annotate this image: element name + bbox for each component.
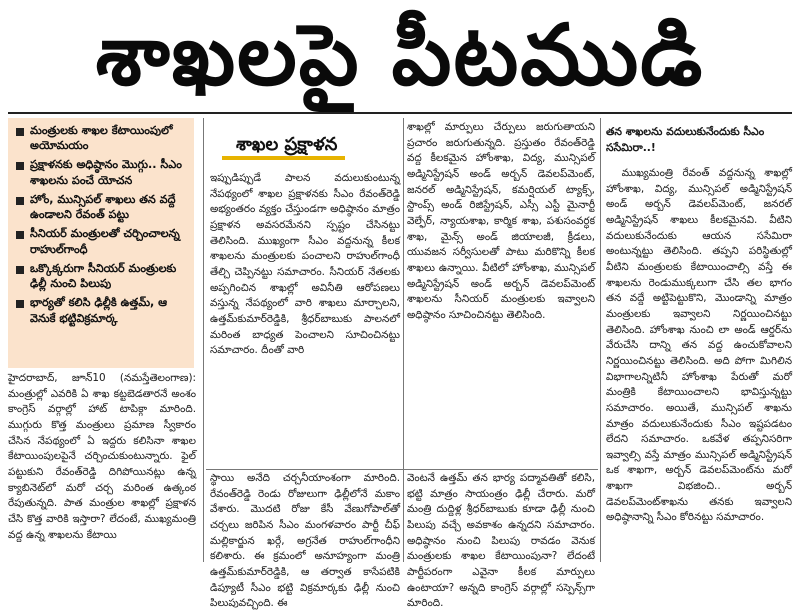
column-3-bottom-text: వెంటనే ఉత్తమ్ తన భార్య పద్మావతితో కలిసి, భట్టి మాత్రం సాయంత్రం ఢిల్లీ చేరారు. మరో మంత్రి దుద్దిళ్ల శ్రీధర్‌బాబుకు కూడా ఢిల్లీ నుంచి పిలుపు వచ్చే అవకాశం ఉన్నదని సమాచారం. అధిష్ఠానం నుంచి పిలుపు రావడం వెనుక మంత్రులకు శాఖల కేటాయింపునా? లేదంటే పార్టీపరంగా ఎవైనా కీలక మార్పులు ఉంటాయా? అన్నది కాంగ్రెస్ వర్గాల్లో సస్పెన్స్‌గా మారింది. (407, 472, 595, 610)
dateline-paragraph: హైదరాబాద్, జూన్10 (నమస్తేతెలంగాణ): మంత్రుల్లో ఎవరికి ఏ శాఖ కట్టబెడతారనే అంశం కాంగ్రెస్ వర్గాల్లో హాట్ టాపిక్గా మారింది. ముగ్గురు కొత్త మంత్రులు ప్రమాణ స్వీకారం చేసిన నేపథ్యంలో ఏ ఇద్దరు కలిసినా శాఖల కేటాయింపులపైనే చర్చించుకుంటున్నారు. ఫైల్ పట్టుకుని రేవంత్‌రెడ్డి దిగిపోయినట్లు ఉన్న క్యాబినెట్‌లో మరో చర్చ మరింత ఉత్కంఠ రేపుతున్నది. పాత మంత్రుల శాఖల్లో ప్రక్షాళన చేసి కొత్త వారికి ఇస్తారా? లేదంటే, ముఖ్యమంత్రి వద్ద ఉన్న శాఖలను కేటాయి (8, 372, 196, 541)
column-3-top (407, 120, 595, 468)
square-bullet-icon (16, 300, 24, 308)
highlight-text: ఒక్కొక్కరుగా సీనియర్ మంత్రులకు ఢిల్లీ నుంచి పిలుపు (30, 261, 177, 291)
highlight-text: ప్రక్షాళనకు అధిష్ఠానం మొగ్గు.. సీఎం శాఖలను పంచే యోచన (30, 158, 182, 187)
highlight-text: హోం, మున్సిపల్ శాఖలు తన వద్దే ఉండాలని రేవంత్ పట్టు (30, 192, 176, 222)
square-bullet-icon (16, 162, 24, 170)
headline: శాఖలపై పీటముడి (95, 6, 705, 104)
dateline-column (8, 371, 196, 561)
subheading-box (214, 122, 398, 170)
highlights-box (8, 118, 194, 368)
headline-divider (8, 112, 792, 114)
column-4-head (606, 124, 792, 164)
highlight-item (16, 261, 188, 291)
highlight-text: భార్యతో కలిసి ఢిల్లీకి ఉత్తమ్, ఆ వెనుకే భట్టివిక్రమార్క (30, 296, 168, 325)
square-bullet-icon (16, 128, 24, 136)
highlight-item (16, 192, 188, 222)
column-divider (600, 118, 601, 562)
column-divider (203, 118, 204, 562)
highlight-item (16, 123, 188, 153)
column-4-body-text: ముఖ్యమంత్రి రేవంత్ వద్దనున్న శాఖల్లో హోంశాఖ, విద్య, మున్సిపల్ అడ్మినిస్ట్రేషన్ అండ్ అర్బన్ డెవలప్‌మెంట్, జనరల్ అడ్మినిస్ట్రేషన్ శాఖలు కీలకమైనవి. వీటిని వదులుకునేందుకు ఆయన ససేమిరా అంటున్నట్టు తెలిసింది. తప్పని పరిస్థితుల్లో వీటిని మంత్రులకు కేటాయించాల్సి వస్తే ఈ శాఖలను రెండుముక్కలుగా చేసి తల భాగం తన వద్దే అట్టిపెట్టుకొని, మొండాన్ని మాత్రం మంత్రులకు ఇవ్వాలని నిర్ణయించినట్టు తెలిసింది. హోంశాఖ నుంచి లా అండ్ ఆర్డర్‌ను వేరుచేసి దాన్ని తన వద్ద ఉంచుకోవాలని నిర్ణయించినట్టు తెలిసింది. అది పోగా మిగిలిన విభాగాలన్నిటినీ హోంశాఖ పేరుతో మరో మంత్రికి కేటాయించాలని భావిస్తున్నట్టు సమాచారం. అయితే, మున్సిపల్ శాఖను మాత్రం వదులుకునేందుకు సీఎం ఇష్టపడటం లేదని సమాచారం. ఒకవేళ తప్పనిసరిగా ఇవ్వాల్సి వస్తే మాత్రం మున్సిపల్ అడ్మినిస్ట్రేషన్ ఒక శాఖగా, అర్బన్ డెవలప్‌మెంట్‌ను మరో శాఖగా విభజించి.. అర్బన్ డెవలప్‌మెంట్‌శాఖను తనకు ఇవ్వాలని అధిష్ఠానాన్ని సీఎం కోరినట్టు సమాచారం. (606, 167, 792, 524)
section-divider (206, 469, 598, 470)
column-2-top-text: ఇప్పుడిప్పుడే పాలన వదులుకుంటున్న నేపథ్యంలో శాఖల ప్రక్షాళనకు సీఎం రేవంత్‌రెడ్డి అభ్యంతరం వ్యక్తం చేస్తుండగా అధిష్ఠానం మాత్రం ప్రక్షాళన అవసరమేనని స్పష్టం చేసినట్టు తెలిసింది. ముఖ్యంగా సీఎం వద్దనున్న కీలక శాఖలను మంత్రులకు పంచాలని రాహుల్‌గాంధీ తేల్చి చెప్పినట్టు సమాచారం. సీనియర్ నేతలకు అప్పగించిన శాఖల్లో అవినీతి ఆరోపణలు వస్తున్న నేపథ్యంలో వారి శాఖలు మార్చాలని, ఉత్తమ్‌కుమార్‌రెడ్డికి, శ్రీధర్‌బాబుకు పాలనలో మరింత బాధ్యత పెంచాలని సూచించినట్టు సమాచారం. దీంతో వారి (210, 172, 400, 357)
column-2-bottom-text: స్థాయి అనేది చర్చనీయాంశంగా మారింది. రేవంత్‌రెడ్డి రెండు రోజులుగా ఢిల్లీలోనే మకాం వేశారు. మొదటి రోజు కేసీ వేణుగోపాల్‌తో చర్చలు జరిపిన సీఎం మంగళవారం పార్టీ చీఫ్ మల్లికార్జున ఖర్గే, అగ్రనేత రాహుల్‌గాంధీని కలిశారు. ఈ క్రమంలో అనూహ్యంగా మంత్రి ఉత్తమ్‌కుమార్‌రెడ్డికి, ఆ తర్వాత కాసేపటికి డిప్యూటీ సీఎం భట్టి విక్రమార్కకు ఢిల్లీ నుంచి పిలుపువచ్చింది. ఈ (210, 472, 400, 610)
highlight-text: మంత్రులకు శాఖల కేటాయింపులో అయోమయం (30, 124, 173, 153)
column-divider (403, 118, 404, 562)
highlight-item (16, 295, 188, 325)
highlight-item (16, 226, 188, 256)
highlight-text: సీనియర్ మంత్రులతో చర్చించాలన్న రాహుల్‌గాంధీ (30, 227, 180, 256)
subheading: శాఖల ప్రక్షాళన (222, 132, 345, 160)
column-3-bottom (407, 471, 595, 610)
square-bullet-icon (16, 197, 24, 205)
square-bullet-icon (16, 231, 24, 239)
column-4-body (606, 166, 792, 562)
highlight-item (16, 157, 188, 187)
square-bullet-icon (16, 266, 24, 274)
column-3-top-text: శాఖల్లో మార్పులు చేర్పులు జరుగుతాయని ప్రచారం జరుగుతున్నది. ప్రస్తుతం రేవంత్‌రెడ్డి వద్ద కీలకమైన హోంశాఖ, విద్య, మున్సిపల్ అడ్మినిస్ట్రేషన్ అండ్ అర్బన్ డెవలప్‌మెంట్, జనరల్ అడ్మినిస్ట్రేషన్, కమర్షియల్ ట్యాక్స్, స్టాంప్స్ అండ్ రిజిస్ట్రేషన్, ఎస్సీ ఎస్టీ మైనార్టీ వెల్ఫేర్, న్యాయశాఖ, కార్మిక శాఖ, పశుసంవర్ధక శాఖ, మైన్స్ అండ్ జియాలజీ, క్రీడలు, యువజన సర్వీసులతో పాటు మరికొన్ని కీలక శాఖలు ఉన్నాయి. వీటిలో హోంశాఖ, మున్సిపల్ అడ్మినిస్ట్రేషన్ అండ్ అర్బన్ డెవలప్‌మెంట్ శాఖలను సీనియర్ మంత్రులకు ఇవ్వాలని అధిష్ఠానం సూచించినట్టు తెలిసింది. (407, 121, 595, 321)
column-2-top (210, 171, 400, 471)
column-2-bottom (210, 471, 400, 610)
column-4-head-text: తన శాఖలను వదులుకునేందుకు సీఎం ససేమిరా..! (606, 125, 765, 155)
